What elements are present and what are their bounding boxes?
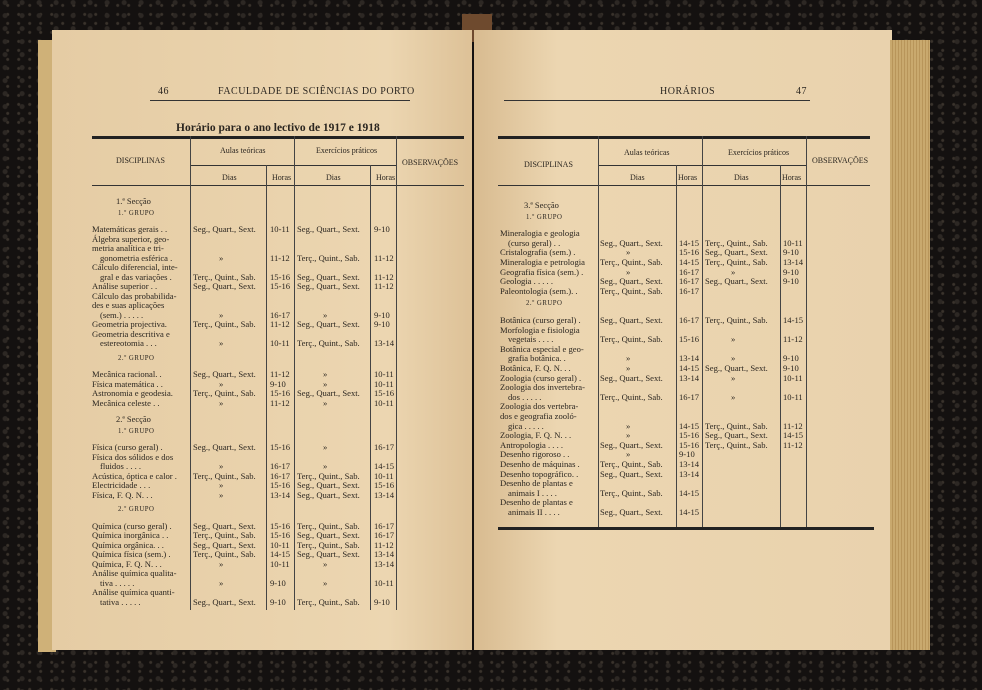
practical-hours: 9-10: [783, 247, 799, 258]
practical-days: Terç., Quint., Sab.: [705, 315, 768, 325]
header-horas: Horas: [272, 173, 292, 182]
lecture-days: »: [219, 480, 224, 490]
practical-hours: 9-10: [374, 319, 390, 329]
practical-hours: 13-14: [374, 558, 395, 569]
discipline-name: fluidos . . . .: [100, 461, 142, 471]
discipline-name: Análise química qualita-: [92, 568, 177, 578]
discipline-name: (sem.) . . . . .: [100, 309, 144, 320]
lecture-days: »: [626, 420, 631, 431]
lecture-hours: 10-11: [270, 558, 290, 569]
discipline-name: Zoologia dos invertebra-: [500, 382, 585, 393]
discipline-name: Análise superior . .: [92, 281, 158, 291]
lecture-hours: 11-12: [270, 397, 290, 408]
lecture-hours: 15-16: [270, 271, 291, 282]
lecture-hours: 15-16: [679, 247, 700, 258]
practical-hours: 10-11: [783, 391, 803, 402]
lecture-days: »: [219, 577, 224, 588]
lecture-days: Terç., Quint., Sab.: [193, 319, 256, 329]
discipline-name: Geometria projectiva.: [92, 319, 167, 329]
lecture-days: Seg., Quart., Sext.: [600, 507, 663, 517]
lecture-hours: 16-17: [679, 266, 700, 277]
lecture-days: »: [626, 266, 631, 277]
practical-days: Terç., Quint., Sab.: [705, 420, 768, 431]
practical-days: »: [731, 391, 736, 402]
lecture-hours: 15-16: [270, 388, 291, 398]
lecture-hours: 9-10: [270, 378, 286, 389]
lecture-days: Seg., Quart., Sext.: [193, 596, 256, 607]
lecture-hours: 16-17: [679, 391, 700, 402]
practical-days: Seg., Quart., Sext.: [297, 271, 360, 282]
lecture-days: Terç., Quint., Sab.: [193, 271, 256, 282]
practical-days: Seg., Quart., Sext.: [705, 363, 768, 373]
practical-days: Terç., Quint., Sab.: [297, 252, 360, 263]
group-label: 1.º GRUPO: [118, 209, 155, 217]
lecture-days: »: [626, 353, 631, 364]
group-label: 2.º GRUPO: [118, 354, 155, 362]
discipline-name: Morfologia e fisiologia: [500, 324, 580, 335]
header-observacoes: OBSERVAÇÕES: [402, 158, 459, 167]
discipline-name: Antropologia . . . .: [500, 439, 564, 450]
lecture-days: Terç., Quint., Sab.: [600, 285, 663, 296]
group-label: 2.º GRUPO: [526, 300, 563, 308]
discipline-name: dos . . . . .: [508, 391, 542, 402]
lecture-hours: 13-14: [679, 459, 700, 469]
practical-days: Seg., Quart., Sext.: [297, 549, 360, 559]
discipline-name: Electricidade . . .: [92, 480, 151, 490]
discipline-name: Geologia . . . . .: [500, 276, 553, 287]
discipline-name: Desenho de plantas e: [500, 497, 573, 508]
lecture-hours: 15-16: [270, 442, 291, 452]
practical-hours: 9-10: [783, 276, 799, 287]
lecture-days: Seg., Quart., Sext.: [600, 439, 663, 450]
practical-hours: 9-10: [783, 353, 799, 364]
lecture-hours: 11-12: [270, 369, 290, 379]
lecture-hours: 11-12: [270, 252, 290, 263]
lecture-days: Seg., Quart., Sext.: [193, 224, 256, 234]
practical-hours: 10-11: [783, 372, 803, 383]
practical-days: »: [731, 334, 736, 345]
practical-days: Terç., Quint., Sab.: [297, 520, 360, 531]
discipline-name: dos e geografia zooló-: [500, 411, 577, 421]
practical-days: »: [323, 461, 328, 471]
lecture-hours: 16-17: [679, 315, 700, 325]
practical-days: Terç., Quint., Sab.: [705, 439, 768, 450]
practical-days: Terç., Quint., Sab.: [297, 470, 360, 481]
discipline-name: Botânica, F. Q. N. . .: [500, 363, 571, 373]
practical-days: Seg., Quart., Sext.: [705, 276, 768, 287]
lecture-hours: 14-15: [679, 507, 700, 517]
lecture-hours: 14-15: [679, 363, 700, 373]
discipline-name: grafia botânica. .: [508, 353, 566, 364]
discipline-name: Física (curso geral) .: [92, 442, 163, 452]
practical-hours: 11-12: [374, 281, 394, 291]
discipline-name: Matemáticas gerais . .: [92, 224, 168, 234]
lecture-hours: 16-17: [679, 276, 700, 287]
practical-days: Terç., Quint., Sab.: [297, 539, 360, 550]
right-page-edges: [890, 40, 930, 650]
practical-hours: 11-12: [783, 334, 803, 345]
discipline-name: Álgebra superior, geo-: [92, 233, 170, 244]
practical-hours: 9-10: [374, 224, 390, 234]
practical-days: Seg., Quart., Sext.: [297, 224, 360, 234]
discipline-name: tativa . . . . .: [100, 596, 141, 607]
discipline-name: Química, F. Q. N. . .: [92, 558, 162, 569]
page-number: 46: [158, 86, 169, 97]
practical-hours: 16-17: [374, 520, 395, 531]
discipline-name: animais II . . . .: [508, 507, 560, 517]
lecture-days: »: [219, 397, 224, 408]
practical-days: »: [323, 309, 328, 320]
lecture-hours: 15-16: [270, 520, 291, 531]
discipline-name: vegetais . . . .: [508, 334, 554, 345]
lecture-days: Seg., Quart., Sext.: [600, 237, 663, 248]
lecture-hours: 14-15: [679, 257, 700, 267]
practical-hours: 9-10: [374, 596, 390, 607]
lecture-days: Terç., Quint., Sab.: [600, 257, 663, 267]
discipline-name: Zoologia (curso geral) .: [500, 372, 582, 383]
lecture-hours: 13-14: [679, 353, 700, 364]
header-dias: Dias: [222, 173, 237, 182]
header-exercicios-praticos: Exercícios práticos: [316, 146, 378, 155]
group-label: 1.º GRUPO: [526, 213, 563, 221]
lecture-hours: 10-11: [270, 539, 290, 550]
practical-days: Seg., Quart., Sext.: [705, 247, 768, 258]
header-disciplinas: DISCIPLINAS: [116, 156, 165, 165]
lecture-hours: 16-17: [270, 461, 291, 471]
practical-days: Terç., Quint., Sab.: [705, 257, 768, 267]
discipline-name: Física dos sólidos e dos: [92, 451, 174, 462]
practical-days: »: [731, 372, 736, 383]
discipline-name: metria analítica e tri-: [92, 243, 164, 253]
lecture-hours: 10-11: [270, 224, 290, 234]
discipline-name: Mineralogia e petrologia: [500, 257, 585, 267]
practical-hours: 16-17: [374, 442, 395, 452]
practical-days: Seg., Quart., Sext.: [297, 319, 360, 329]
discipline-name: gica . . . . .: [508, 420, 544, 431]
left-page: [52, 30, 472, 650]
header-dias: Dias: [326, 173, 341, 182]
lecture-days: »: [626, 247, 631, 258]
section-label: 1.ª Secção: [116, 196, 151, 206]
discipline-name: Astronomia e geodesia.: [92, 388, 173, 398]
lecture-days: Terç., Quint., Sab.: [600, 487, 663, 498]
discipline-name: Análise química quanti-: [92, 587, 175, 597]
discipline-name: gonometria esférica .: [100, 252, 173, 263]
lecture-hours: 13-14: [679, 372, 700, 383]
practical-days: »: [323, 442, 328, 452]
lecture-hours: 10-11: [270, 338, 290, 348]
discipline-name: estereotomia . . .: [100, 338, 157, 348]
lecture-days: »: [626, 430, 631, 441]
discipline-name: Geografia física (sem.) .: [500, 266, 584, 277]
discipline-name: Desenho de máquinas .: [500, 459, 580, 469]
header-horas: Horas: [678, 173, 698, 182]
practical-hours: 15-16: [374, 388, 395, 398]
discipline-name: Mecânica celeste . .: [92, 397, 160, 408]
practical-hours: 14-15: [783, 315, 804, 325]
lecture-days: Seg., Quart., Sext.: [193, 442, 256, 452]
lecture-days: Seg., Quart., Sext.: [193, 281, 256, 291]
practical-days: Terç., Quint., Sab.: [297, 338, 360, 348]
practical-hours: 13-14: [374, 338, 395, 348]
discipline-name: des e suas aplicações: [92, 300, 165, 310]
discipline-name: Botânica especial e geo-: [500, 343, 584, 354]
discipline-name: Acústica, óptica e calor .: [92, 470, 177, 481]
practical-days: Seg., Quart., Sext.: [297, 281, 360, 291]
lecture-hours: 13-14: [679, 468, 700, 479]
discipline-name: (curso geral) . .: [508, 237, 561, 248]
discipline-name: Química física (sem.) .: [92, 549, 171, 559]
lecture-hours: 15-16: [679, 430, 700, 441]
lecture-days: »: [219, 461, 224, 471]
practical-days: »: [323, 378, 328, 389]
discipline-name: Cálculo diferencial, inte-: [92, 262, 178, 272]
practical-hours: 9-10: [374, 309, 390, 320]
practical-hours: 10-11: [374, 577, 394, 588]
practical-hours: 11-12: [374, 271, 394, 282]
practical-hours: 16-17: [374, 530, 395, 540]
header-horas: Horas: [376, 173, 396, 182]
practical-hours: 9-10: [783, 266, 799, 277]
lecture-days: Terç., Quint., Sab.: [193, 470, 256, 481]
discipline-name: Paleontologia (sem.). .: [500, 285, 578, 296]
lecture-days: »: [219, 378, 224, 389]
lecture-hours: 14-15: [679, 487, 700, 498]
table-title: Horário para o ano lectivo de 1917 e 1918: [176, 122, 380, 134]
lecture-hours: 16-17: [270, 309, 291, 320]
lecture-days: Seg., Quart., Sext.: [193, 369, 256, 379]
practical-days: »: [323, 369, 328, 379]
practical-hours: 9-10: [783, 363, 799, 373]
practical-hours: 10-11: [374, 470, 394, 481]
lecture-hours: 9-10: [270, 577, 286, 588]
discipline-name: Química orgânica. . .: [92, 539, 164, 550]
practical-days: »: [731, 353, 736, 364]
lecture-days: »: [626, 449, 631, 460]
group-label: 1.º GRUPO: [118, 427, 155, 435]
lecture-days: Terç., Quint., Sab.: [193, 549, 256, 559]
lecture-days: »: [219, 338, 224, 348]
discipline-name: gral e das variações .: [100, 271, 172, 282]
lecture-hours: 16-17: [679, 285, 700, 296]
practical-hours: 10-11: [374, 378, 394, 389]
discipline-name: Cálculo das probabilida-: [92, 290, 177, 301]
lecture-hours: 9-10: [679, 449, 695, 460]
discipline-name: Desenho topográfico. .: [500, 468, 579, 479]
practical-hours: 11-12: [374, 252, 394, 263]
discipline-name: Zoologia dos vertebra-: [500, 401, 579, 412]
practical-hours: 10-11: [374, 397, 394, 408]
practical-hours: 13-14: [374, 549, 395, 559]
header-disciplinas: DISCIPLINAS: [524, 160, 573, 169]
section-label: 2.ª Secção: [116, 414, 151, 424]
lecture-days: Terç., Quint., Sab.: [193, 388, 256, 398]
practical-days: »: [323, 397, 328, 408]
practical-hours: 11-12: [783, 439, 803, 450]
header-aulas-teoricas: Aulas teóricas: [220, 146, 266, 155]
discipline-name: Mineralogia e geologia: [500, 228, 580, 239]
practical-hours: 10-11: [783, 237, 803, 248]
practical-days: Terç., Quint., Sab.: [297, 596, 360, 607]
header-dias: Dias: [630, 173, 645, 182]
header-dias: Dias: [734, 173, 749, 182]
header-aulas-teoricas: Aulas teóricas: [624, 148, 670, 157]
lecture-days: Seg., Quart., Sext.: [600, 315, 663, 325]
practical-days: Seg., Quart., Sext.: [297, 388, 360, 398]
lecture-days: Seg., Quart., Sext.: [600, 372, 663, 383]
lecture-hours: 14-15: [270, 549, 291, 559]
lecture-days: Seg., Quart., Sext.: [193, 520, 256, 531]
right-page: [474, 30, 892, 650]
group-label: 2.º GRUPO: [118, 506, 155, 513]
lecture-hours: 14-15: [679, 237, 700, 248]
discipline-name: Geometria descritiva e: [92, 328, 170, 339]
practical-hours: 13-14: [374, 489, 395, 500]
discipline-name: Química inorgânica . .: [92, 530, 169, 540]
lecture-days: »: [219, 558, 224, 569]
practical-days: Terç., Quint., Sab.: [705, 237, 768, 248]
lecture-hours: 14-15: [679, 420, 700, 431]
lecture-days: Terç., Quint., Sab.: [600, 391, 663, 402]
discipline-name: Química (curso geral) .: [92, 520, 172, 531]
lecture-days: »: [219, 252, 224, 263]
section-label: 3.ª Secção: [524, 200, 559, 210]
lecture-days: Seg., Quart., Sext.: [600, 276, 663, 287]
lecture-hours: 15-16: [270, 281, 291, 291]
lecture-hours: 13-14: [270, 489, 291, 500]
practical-hours: 11-12: [783, 420, 803, 431]
practical-days: Seg., Quart., Sext.: [297, 530, 360, 540]
practical-days: Seg., Quart., Sext.: [297, 489, 360, 500]
discipline-name: Física matemática . .: [92, 378, 163, 389]
practical-days: »: [323, 558, 328, 569]
discipline-name: animais I . . . .: [508, 487, 557, 498]
header-observacoes: OBSERVAÇÕES: [812, 156, 869, 165]
header-exercicios-praticos: Exercícios práticos: [728, 148, 790, 157]
lecture-hours: 15-16: [270, 480, 291, 490]
lecture-days: Seg., Quart., Sext.: [600, 468, 663, 479]
practical-hours: 11-12: [374, 539, 394, 550]
discipline-name: Zoologia, F. Q. N. . .: [500, 430, 572, 441]
lecture-hours: 9-10: [270, 596, 286, 607]
discipline-name: Botânica (curso geral) .: [500, 315, 581, 325]
lecture-hours: 15-16: [270, 530, 291, 540]
lecture-days: Terç., Quint., Sab.: [193, 530, 256, 540]
lecture-hours: 15-16: [679, 439, 700, 450]
practical-hours: 14-15: [374, 461, 395, 471]
lecture-days: Terç., Quint., Sab.: [600, 334, 663, 345]
practical-hours: 10-11: [374, 369, 394, 379]
practical-days: Seg., Quart., Sext.: [705, 430, 768, 441]
lecture-days: »: [219, 309, 224, 320]
page-number: 47: [796, 86, 807, 97]
lecture-hours: 11-12: [270, 319, 290, 329]
practical-hours: 14-15: [783, 430, 804, 441]
running-head: FACULDADE DE SCIÊNCIAS DO PORTO: [218, 86, 415, 97]
practical-days: »: [323, 577, 328, 588]
practical-hours: 13-14: [783, 257, 804, 267]
practical-hours: 15-16: [374, 480, 395, 490]
header-horas: Horas: [782, 173, 802, 182]
discipline-name: Cristalografia (sem.) .: [500, 247, 576, 258]
discipline-name: tiva . . . . .: [100, 577, 135, 588]
lecture-days: »: [626, 363, 631, 373]
lecture-days: Seg., Quart., Sext.: [193, 539, 256, 550]
running-head: HORÁRIOS: [660, 86, 716, 97]
practical-days: »: [731, 266, 736, 277]
discipline-name: Desenho de plantas e: [500, 478, 573, 489]
lecture-hours: 15-16: [679, 334, 700, 345]
discipline-name: Desenho rigoroso . .: [500, 449, 570, 460]
practical-days: Seg., Quart., Sext.: [297, 480, 360, 490]
lecture-days: »: [219, 489, 224, 500]
discipline-name: Física, F. Q. N. . .: [92, 489, 153, 500]
lecture-days: Terç., Quint., Sab.: [600, 459, 663, 469]
discipline-name: Mecânica racional. .: [92, 369, 162, 379]
lecture-hours: 16-17: [270, 470, 291, 481]
